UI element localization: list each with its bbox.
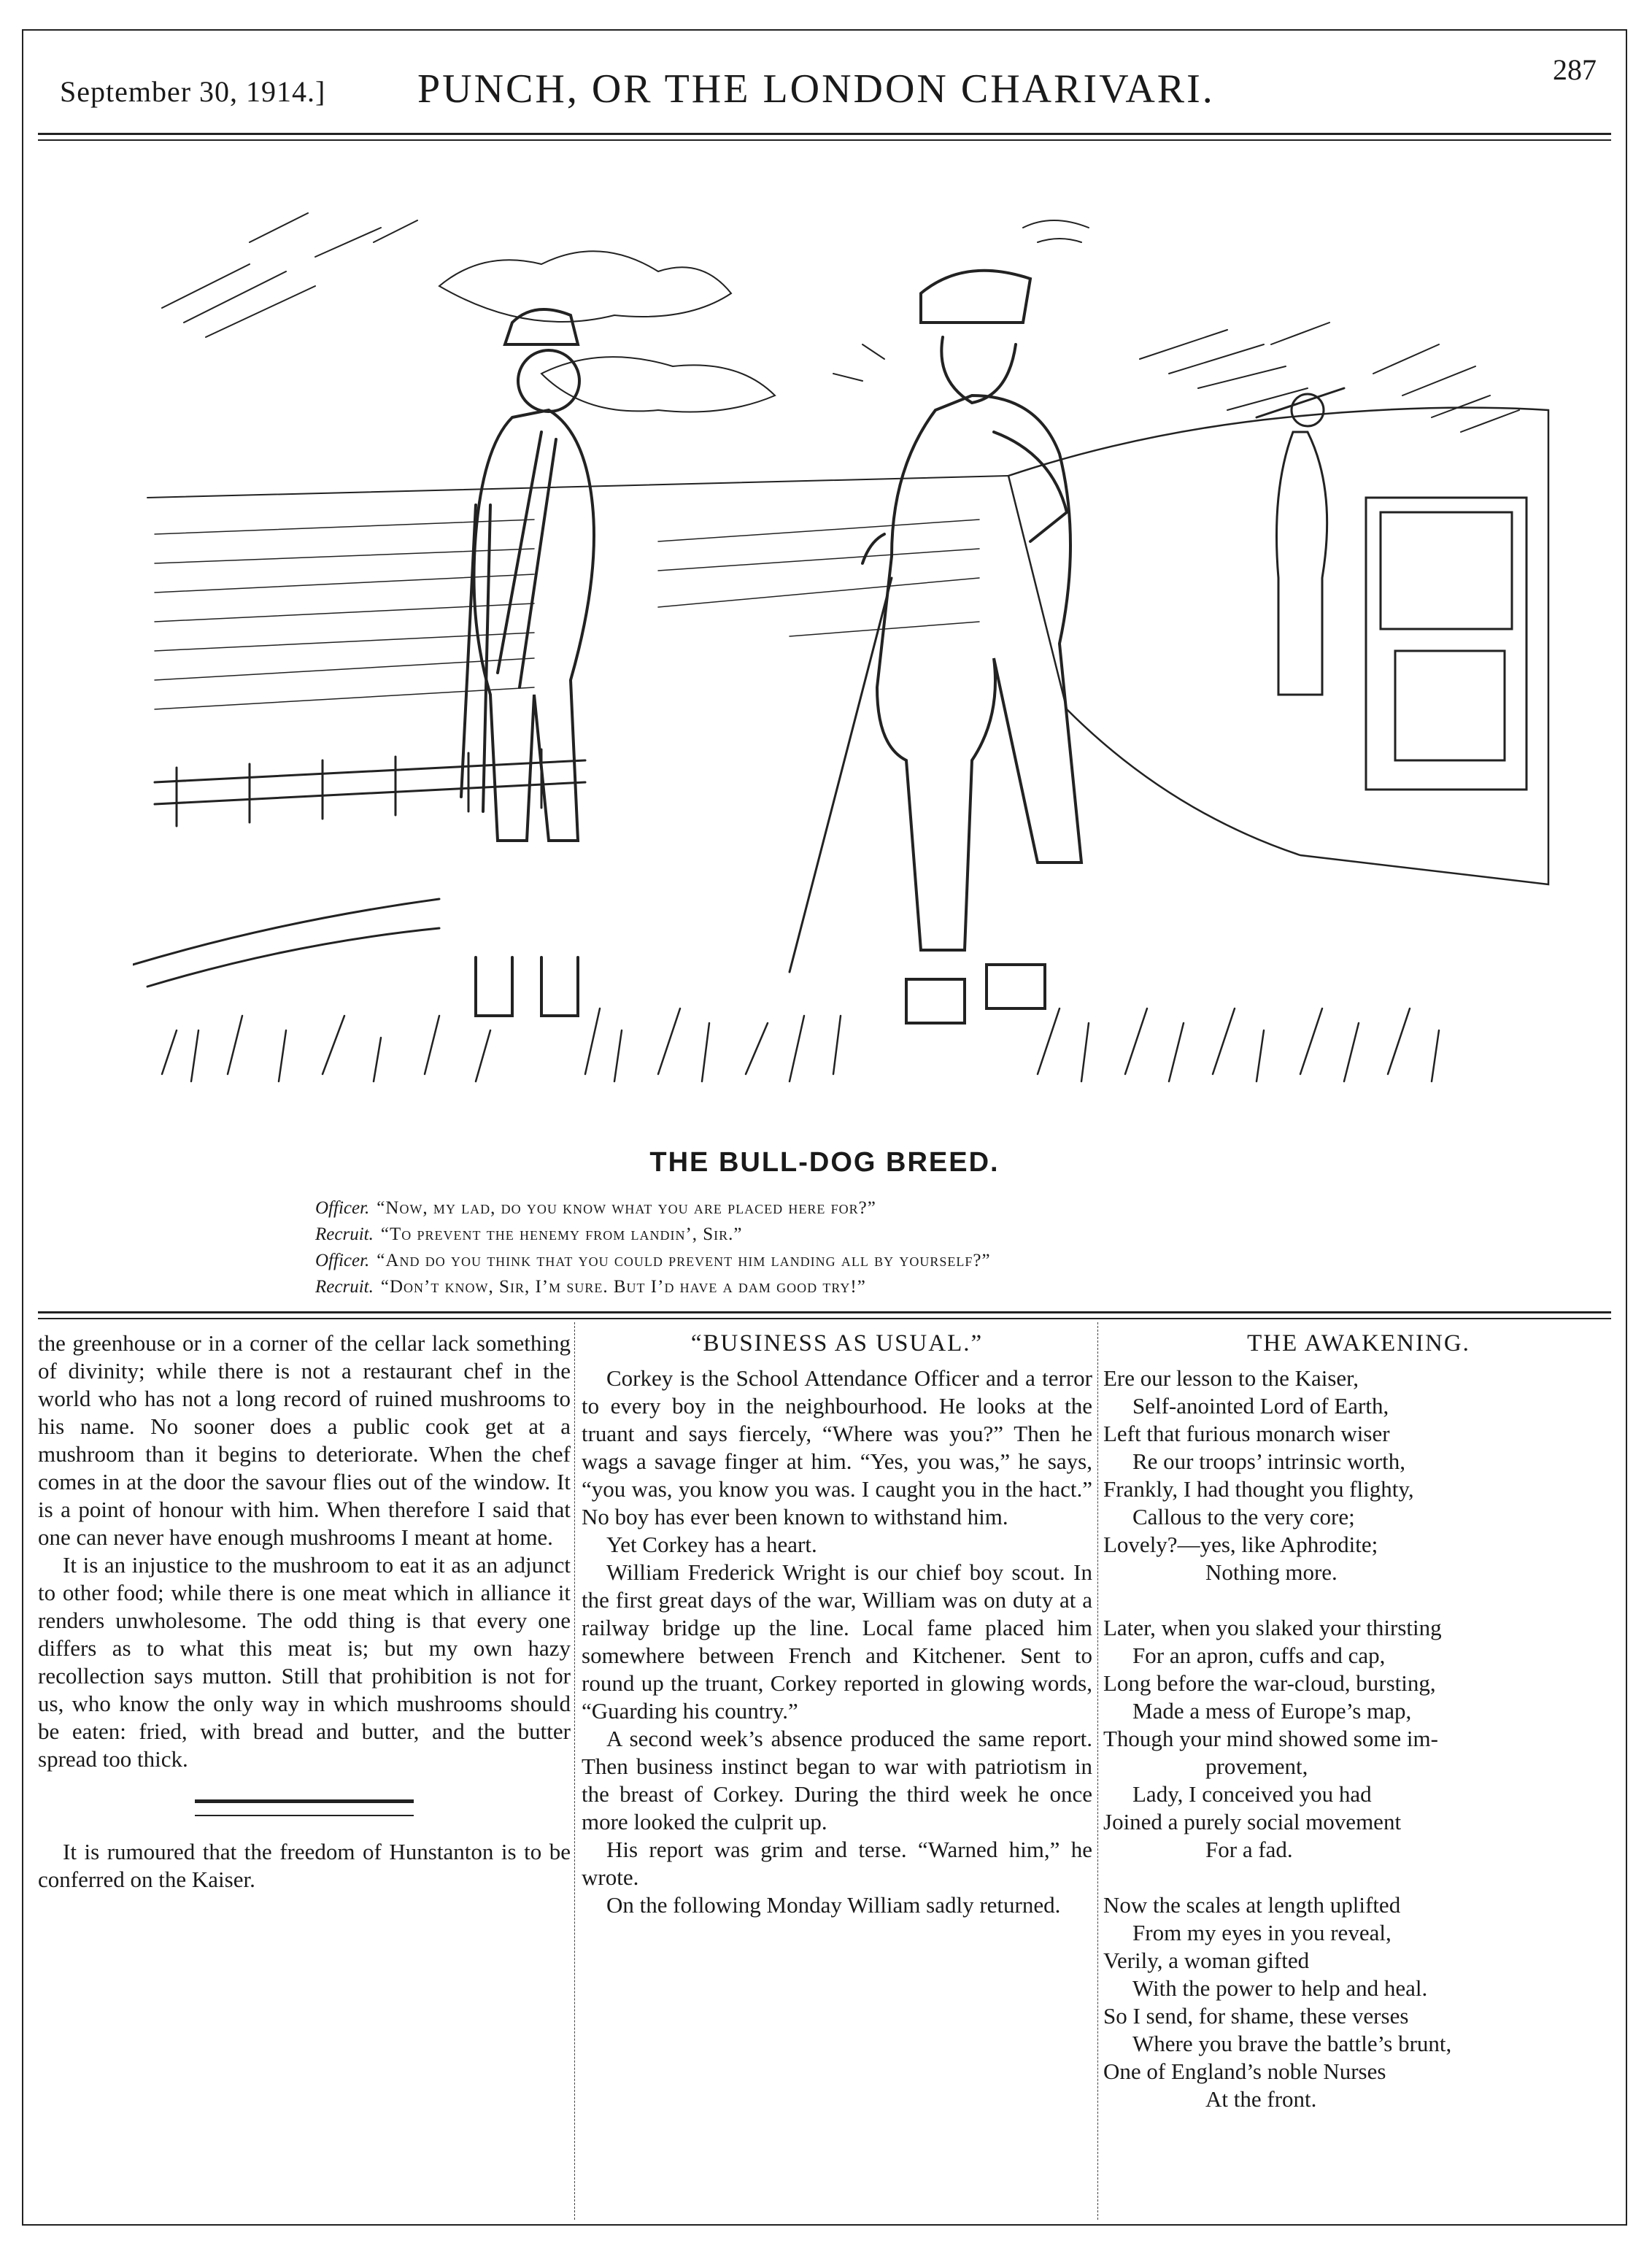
sea-hatching (155, 520, 979, 709)
paragraph: the greenhouse or in a corner of the cellar lack something of divinity; while there is not a restaurant chef in the world who has not a long record of ruined mushrooms to his name. No sooner does a public cook get at a mushroom than it begins to deteriorate. When the chef comes in at the door the savour flies out of the window. It is a point of honour with him. When therefore I said that one can never have enough mushrooms I meant at home. (38, 1330, 571, 1550)
poem-line: Callous to the very core; (1132, 1504, 1355, 1529)
poem-line: Later, when you slaked your thirsting (1103, 1615, 1442, 1640)
poem-line: Lady, I conceived you had (1132, 1781, 1372, 1807)
paragraph: It is an injustice to the mushroom to eat it as an adjunct to other food; while there is one meat which in alliance it renders unwholesome. The odd thing is that every one differs as to what this meat is; but my own hazy recollection says mutton. Still that prohibition is not for us, who know the only way in which mushrooms should be eaten: fried, with bread and butter, and the butter spread too thick. (38, 1552, 571, 1772)
poem-line: Joined a purely social movement (1103, 1809, 1402, 1834)
poem-line: provement, (1205, 1753, 1308, 1779)
newspaper-page (22, 29, 1627, 2226)
page-header (23, 31, 1626, 111)
paragraph: William Frederick Wright is our chief boy scout. In the first great days of the war, William was on duty at a railway bridge up the line. Local fame placed him somewhere between French and Kitchener. Sent to round up the truant, Corkey reported in glowing words, “Guarding his country.” (582, 1559, 1092, 1724)
distant-sentry (1257, 388, 1344, 695)
paragraph: A second week’s absence produced the same report. Then business instinct began to war with patriotism in the breast of Corkey. During the third week he once more looked the culprit up. (582, 1726, 1092, 1834)
cartoon-dialogue (315, 1195, 1410, 1300)
publication-title: PUNCH, OR THE LONDON CHARIVARI. (417, 66, 1215, 112)
dialogue-speaker: Officer. (315, 1251, 370, 1270)
hut (1366, 498, 1526, 790)
dialogue-line (315, 1274, 1410, 1300)
poem-line: One of England’s noble Nurses (1103, 2058, 1386, 2084)
dialogue-line (315, 1195, 1410, 1222)
poem-line: Nothing more. (1205, 1559, 1338, 1585)
issue-date: September 30, 1914.] (60, 75, 326, 108)
paragraph: Yet Corkey has a heart. (606, 1532, 817, 1557)
poem-line: Now the scales at length uplifted (1103, 1892, 1401, 1918)
poem-line: Where you brave the battle’s brunt, (1132, 2031, 1452, 2056)
paragraph: On the following Monday William sadly returned. (606, 1892, 1061, 1918)
page-number: 287 (1553, 53, 1597, 86)
dialogue-line (315, 1222, 1410, 1248)
sky-strokes (162, 213, 1519, 432)
dialogue-speaker: Officer. (315, 1198, 370, 1218)
dialogue-speaker: Recruit. (315, 1224, 374, 1244)
paragraph: It is rumoured that the freedom of Hunstanton is to be conferred on the Kaiser. (38, 1839, 571, 1892)
dialogue-text: “Don’t know, Sir, I’m sure. But I’d have a dam good try!” (380, 1277, 866, 1297)
dialogue-line (315, 1248, 1410, 1274)
dialogue-text: “Now, my lad, do you know what you are placed here for?” (377, 1198, 876, 1218)
poem-title: THE AWAKENING. (1247, 1330, 1470, 1357)
cartoon-illustration (133, 198, 1563, 1147)
officer-figure (790, 271, 1081, 1023)
poem-line: At the front. (1205, 2086, 1317, 2112)
column-divider (1097, 1322, 1098, 2220)
article-heading: “BUSINESS AS USUAL.” (690, 1330, 984, 1357)
poem-line: So I send, for shame, these verses (1103, 2003, 1409, 2029)
poem-line: Verily, a woman gifted (1103, 1948, 1310, 1973)
cartoon-bottom-rule (38, 1311, 1611, 1319)
poem-line: Long before the war-cloud, bursting, (1103, 1670, 1436, 1696)
recruit-figure (461, 309, 594, 1016)
cartoon-title: THE BULL-DOG BREED. (649, 1147, 1000, 1178)
column-divider (574, 1322, 575, 2220)
grass (162, 1008, 1439, 1081)
paragraph: Corkey is the School Attendance Officer and a terror to every boy in the neighbourhood. He looks at the truant and says fiercely, “Where was you?” Then he wags a savage finger at him. “Yes, you was,” he says, “you was, you know you was. I caught you in the hact.” No boy has ever been known to withstand him. (582, 1365, 1092, 1529)
column-1 (38, 1330, 571, 1894)
poem-line: Ere our lesson to the Kaiser, (1103, 1365, 1359, 1391)
poem-line: Left that furious monarch wiser (1103, 1421, 1390, 1446)
poem-line: Re our troops’ intrinsic worth, (1132, 1448, 1405, 1474)
column-2 (582, 1330, 1092, 1919)
paragraph: His report was grim and terse. “Warned him,” he wrote. (582, 1837, 1092, 1890)
poem-line: For a fad. (1205, 1837, 1293, 1862)
poem-line: From my eyes in you reveal, (1132, 1920, 1392, 1945)
poem-line: Made a mess of Europe’s map, (1132, 1698, 1412, 1724)
section-divider (195, 1799, 414, 1816)
poem-line: Frankly, I had thought you flighty, (1103, 1476, 1414, 1502)
poem-line: For an apron, cuffs and cap, (1132, 1643, 1386, 1668)
dialogue-speaker: Recruit. (315, 1277, 374, 1297)
column-3-poem (1103, 1330, 1614, 2113)
poem-line: Lovely?—yes, like Aphrodite; (1103, 1532, 1378, 1557)
dialogue-text: “To prevent the henemy from landin’, Sir.” (380, 1224, 743, 1244)
poem-line: With the power to help and heal. (1132, 1975, 1428, 2001)
horizon-line (147, 476, 1008, 498)
poem-line: Self-anointed Lord of Earth, (1132, 1393, 1389, 1419)
fence (133, 749, 585, 987)
header-rule (38, 133, 1611, 141)
dialogue-text: “And do you think that you could prevent him landing all by yourself?” (377, 1251, 991, 1270)
poem-line: Though your mind showed some im- (1103, 1726, 1438, 1751)
